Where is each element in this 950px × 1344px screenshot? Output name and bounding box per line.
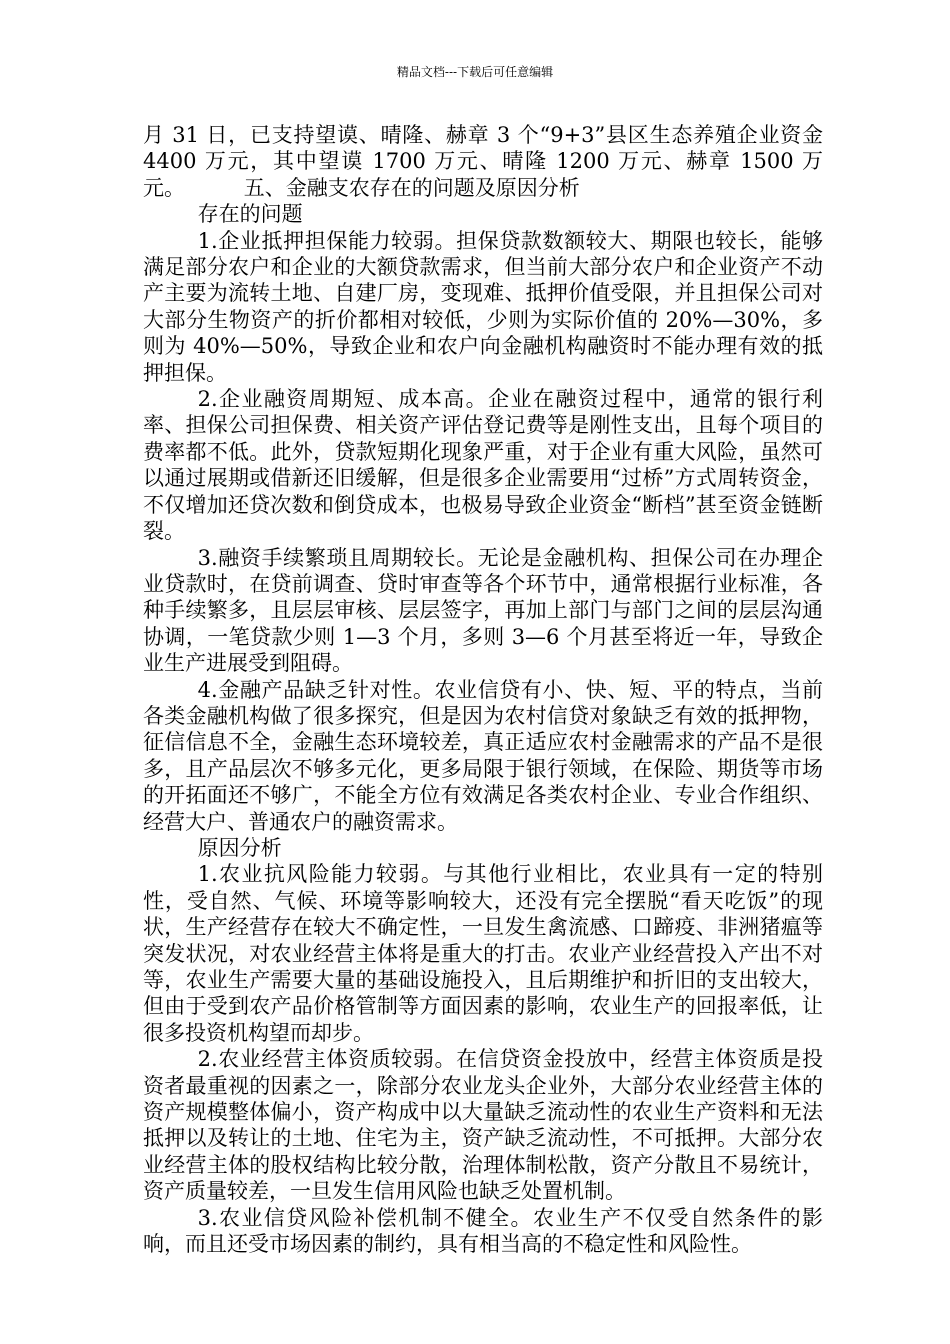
paragraph-cause-3: 3.农业信贷风险补偿机制不健全。农业生产不仅受自然条件的影响，而且还受市场因素的制约，具有相当高的不稳定性和风险性。 <box>143 1205 823 1257</box>
paragraph-cause-1: 1.农业抗风险能力较弱。与其他行业相比，农业具有一定的特别性，受自然、气候、环境等影响较大，还没有完全摆脱“看天吃饭”的现状，生产经营存在较大不确定性，一旦发生禽流感、口蹄疫、非洲猪瘟等突发状况，对农业经营主体将是重大的打击。农业产业经营投入产出不对等，农业生产需要大量的基础设施投入，且后期维护和折旧的支出较大，但由于受到农产品价格管制等方面因素的影响，农业生产的回报率低，让很多投资机构望而却步。 <box>143 862 823 1045</box>
paragraph-problem-3: 3.融资手续繁琐且周期较长。无论是金融机构、担保公司在办理企业贷款时，在贷前调查、贷时审查等各个环节中，通常根据行业标准，各种手续繁多，且层层审核、层层签字，再加上部门与部门之间的层层沟通协调，一笔贷款少则 1—3 个月，多则 3—6 个月甚至将近一年，导致企业生产进展受到阻碍。 <box>143 545 823 676</box>
paragraph-problem-2: 2.企业融资周期短、成本高。企业在融资过程中，通常的银行利率、担保公司担保费、相关资产评估登记费等是刚性支出，且每个项目的费率都不低。此外，贷款短期化现象严重，对于企业有重大风险，虽然可以通过展期或借新还旧缓解，但是很多企业需要用“过桥”方式周转资金，不仅增加还贷次数和倒贷成本，也极易导致企业资金“断档”甚至资金链断裂。 <box>143 387 823 544</box>
paragraph-continuation <box>143 122 823 201</box>
page-header: 精品文档---下载后可任意编辑 <box>396 65 554 79</box>
paragraph-problem-1: 1.企业抵押担保能力较弱。担保贷款数额较大、期限也较长，能够满足部分农户和企业的大额贷款需求，但当前大部分农户和企业资产不动产主要为流转土地、自建厂房，变现难、抵押价值受限，并且担保公司对大部分生物资产的折价都相对较低，少则为实际价值的 20%—30%，多则为 40%—50%，导致企业和农户向金融机构融资时不能办理有效的抵押担保。 <box>143 228 823 385</box>
section-heading: 五、金融支农存在的问题及原因分析 <box>243 175 580 200</box>
continuation-text: 月 31 日，已支持望谟、晴隆、赫章 3 个“9+3”县区生态养殖企业资金 4400 万元，其中望谟 1700 万元、晴隆 1200 万元、赫章 1500 万元。 <box>143 123 823 200</box>
document-body <box>143 122 823 1257</box>
subheading-causes: 原因分析 <box>197 835 282 860</box>
paragraph-problem-4: 4.金融产品缺乏针对性。农业信贷有小、快、短、平的特点，当前各类金融机构做了很多探究，但是因为农村信贷对象缺乏有效的抵押物，征信信息不全，金融生态环境较差，真正适应农村金融需求的产品不是很多，且产品层次不够多元化，更多局限于银行领域，在保险、期货等市场的开拓面还不够广，不能全方位有效满足各类农村企业、专业合作组织、经营大户、普通农户的融资需求。 <box>143 677 823 834</box>
subheading-problems: 存在的问题 <box>197 202 303 227</box>
paragraph-cause-2: 2.农业经营主体资质较弱。在信贷资金投放中，经营主体资质是投资者最重视的因素之一，除部分农业龙头企业外，大部分农业经营主体的资产规模整体偏小，资产构成中以大量缺乏流动性的农业生产资料和无法抵押以及转让的土地、住宅为主，资产缺乏流动性，不可抵押。大部分农业经营主体的股权结构比较分散，治理体制松散，资产分散且不易统计，资产质量较差，一旦发生信用风险也缺乏处置机制。 <box>143 1047 823 1204</box>
